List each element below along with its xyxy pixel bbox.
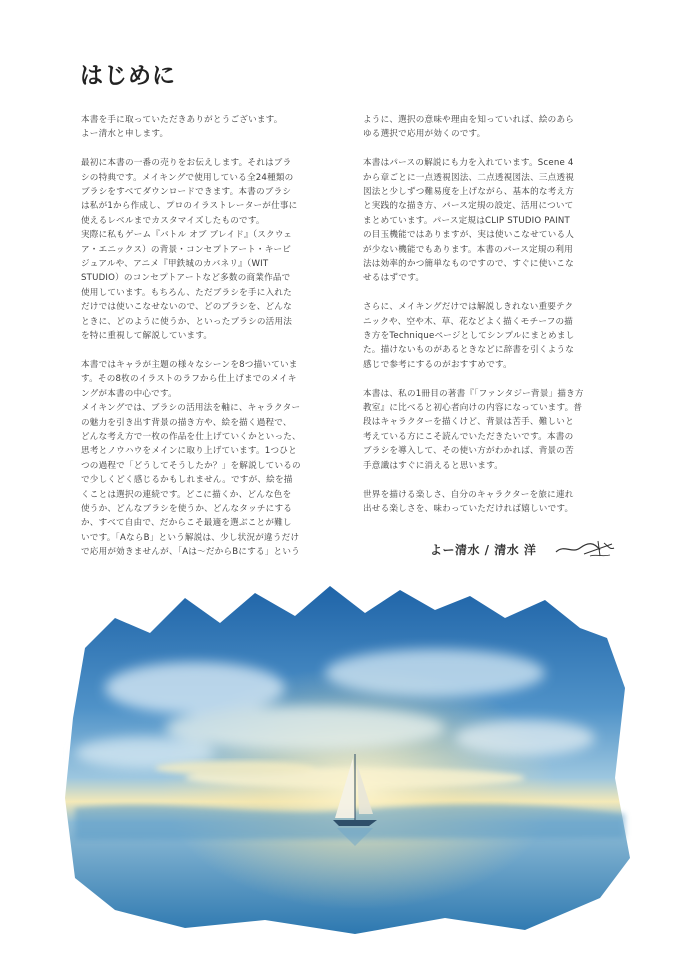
page-title: はじめに bbox=[80, 63, 176, 89]
handwritten-signature bbox=[554, 538, 618, 560]
paragraph: さらに、メイキングだけでは解説しきれない重要テク ニックや、空や木、草、花などよく描くモチーフの描 き方をTechniqueページとしてシンプルにまとめまし た。描けないものがあるときなどに辞書を引くような 感じで参考にするのがおすすめです。 bbox=[363, 302, 575, 370]
left-column bbox=[81, 113, 335, 574]
paragraph: 本書を手に取っていただきありがとうございます。 よー清水と申します。 bbox=[81, 115, 283, 140]
author-signature: よー清水 / 清水 洋 bbox=[430, 543, 537, 557]
paragraph: ように、選択の意味や理由を知っていれば、絵のあら ゆる選択で応用が効くのです。 bbox=[363, 115, 575, 140]
paragraph: 本書は、私の1冊目の著書『「ファンタジー背景」描き方 教室』に比べると初心者向けの内容になっています。普 段はキャラクターを描くけど、背景は苦手、難しいと 考えている方にこそ読んでいただきたいです。本書の ブラシを導入して、その使い方がわかれば、背景の苦 手意識はすぐに消えると思います。 bbox=[363, 388, 584, 471]
paragraph: 本書ではキャラが主題の様々なシーンを8つ描いていま す。その8枚のイラストのラフから仕上げまでのメイキ ングが本書の中心です。 メイキングでは、ブラシの活用法を軸に、キャラクター の魅力を引き出す背景の描き方や、絵を描く過程で、 どんな考え方で一枚の作品を仕上げていくかといった、 思考とノウハウをメインに取り上げています。1つひと つの過程で「どうしてそうしたか？」を解説しているの で少しくどく感じるかもしれません。ですが、絵を描 くことは選択の連続です。どこに描くか、どんな色を 使うか、どんなブラシを使うか、どんなタッチにする か、すべて自由で、だからこそ最適を選ぶことが難し いです。「AならB」という解説は、少し状況が違うだけ で応用が効きませんが、「Aは～だからBにする」という bbox=[81, 359, 301, 558]
paragraph: 最初に本書の一番の売りをお伝えします。それはブラ シの特典です。メイキングで使用している全24種類の ブラシをすべてダウンロードできます。本書のブラシ は私が1から作成し、プロのイラストレーターが仕事に 使えるレベルまでカスタマイズしたものです。 実際に私もゲーム『バトル オブ ブレイド』（スクウェ ア・エニックス）の背景・コンセプトアート・キービ ジュアルや、アニメ『甲鉄城のカバネリ』（WIT STUDIO）のコンセプトアートなど多数の商業作品で 使用しています。もちろん、ただブラシを手に入れた だけでは使いこなせないので、どのブラシを、どんな ときに、どのように使うか、といったブラシの活用法 を特に重視して解説しています。 bbox=[81, 158, 298, 342]
right-column bbox=[363, 113, 621, 531]
sailboat-illustration bbox=[55, 578, 635, 950]
paragraph: 世界を描ける楽しさ、自分のキャラクターを旅に連れ 出せる楽しさを、味わっていただければ嬉しいです。 bbox=[363, 489, 574, 514]
paragraph: 本書はパースの解説にも力を入れています。Scene 4 から章ごとに一点透視図法、二点透視図法、三点透視 図法と少しずつ難易度を上げながら、基本的な考え方 と実践的な描き方、パース定規の設定、活用について まとめています。パース定規はCLIP STUDIO PAINT の目玉機能ではありますが、実は使いこなせている人 が少ない機能でもあります。本書のパース定規の利用 法は効率的かつ簡単なものですので、すぐに使いこな せるはずです。 bbox=[363, 158, 575, 284]
